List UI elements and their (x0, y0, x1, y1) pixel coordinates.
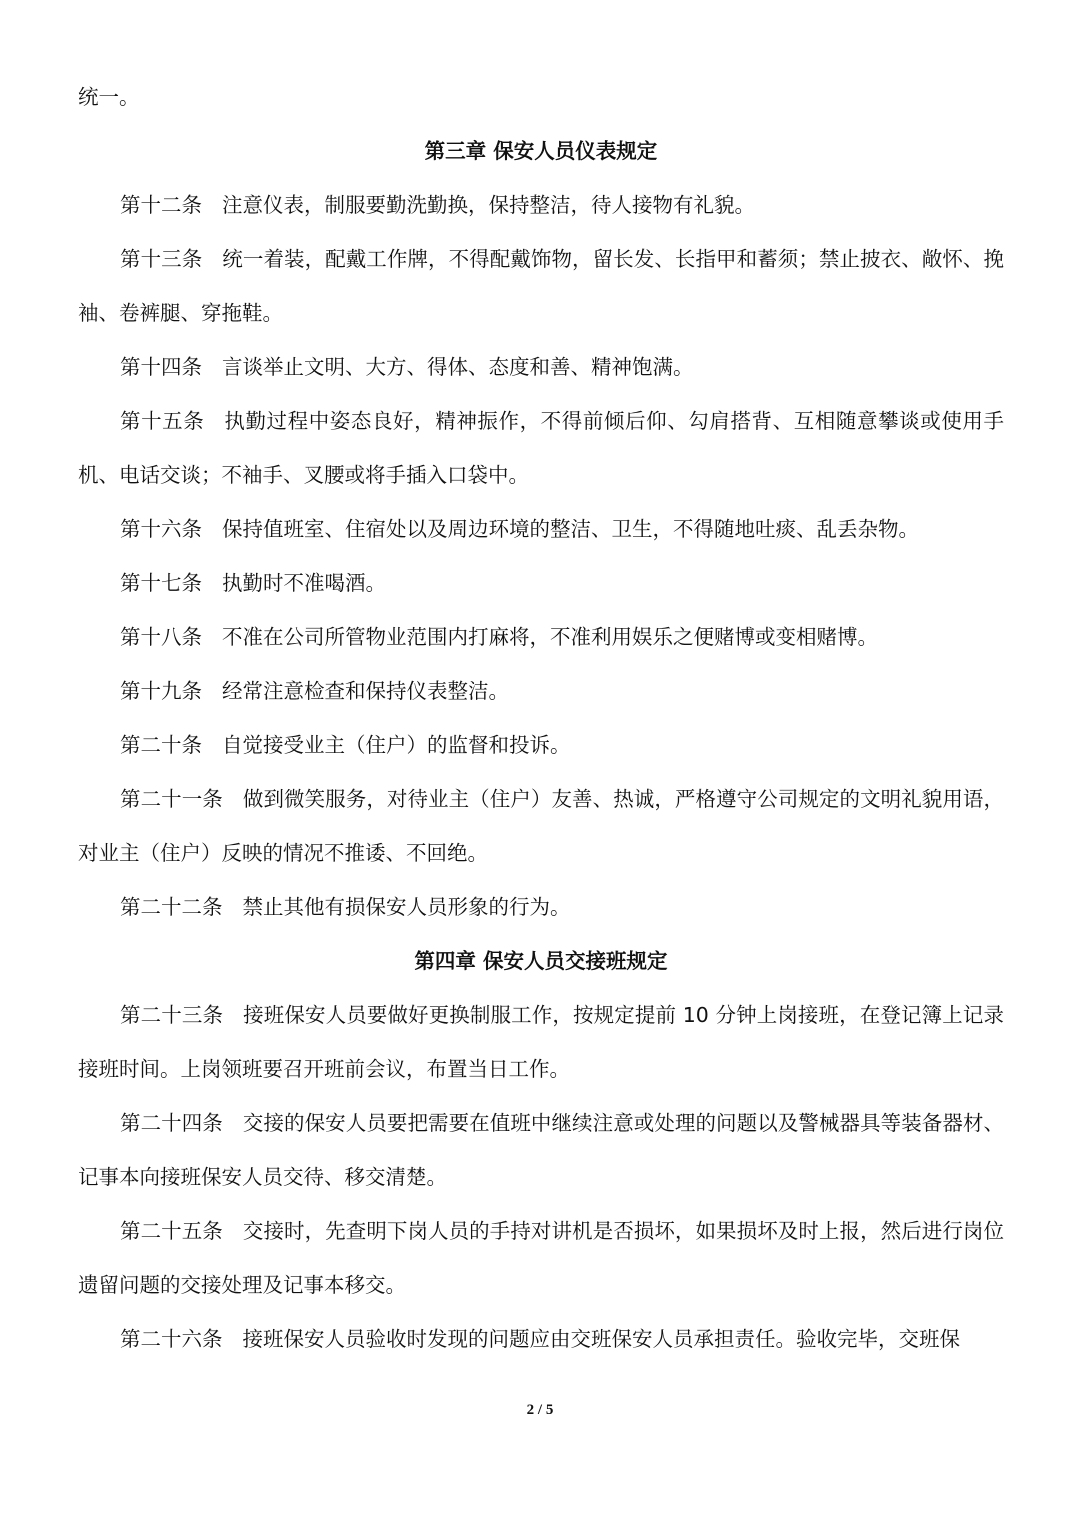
article-number: 第二十二条 (120, 895, 223, 919)
article-25 (78, 1204, 1004, 1312)
article-number: 第二十条 (120, 733, 202, 757)
article-18 (78, 610, 1004, 664)
article-text: 经常注意检查和保持仪表整洁。 (222, 679, 509, 703)
article-number: 第二十三条 (120, 1003, 224, 1027)
article-text: 交接时，先查明下岗人员的手持对讲机是否损坏，如果损坏及时上报，然后进行岗位遗留问题的交接处理及记事本移交。 (78, 1219, 1005, 1297)
article-24 (78, 1096, 1004, 1204)
article-text: 自觉接受业主（住户）的监督和投诉。 (222, 733, 571, 757)
article-text: 交接的保安人员要把需要在值班中继续注意或处理的问题以及警械器具等装备器材、记事本向接班保安人员交待、移交清楚。 (78, 1111, 1005, 1189)
article-number: 第十五条 (120, 409, 205, 433)
article-26 (78, 1312, 1004, 1366)
article-text: 接班保安人员要做好更换制服工作，按规定提前 10 分钟上岗接班，在登记簿上记录接班时间。上岗领班要召开班前会议，布置当日工作。 (78, 1003, 1005, 1081)
article-number: 第十九条 (120, 679, 202, 703)
article-20 (78, 718, 1004, 772)
article-number: 第二十四条 (120, 1111, 223, 1135)
article-number: 第十三条 (120, 247, 203, 271)
document-body (78, 70, 1004, 1366)
article-14 (78, 340, 1004, 394)
article-text: 注意仪表，制服要勤洗勤换，保持整洁，待人接物有礼貌。 (222, 193, 755, 217)
article-21 (78, 772, 1004, 880)
article-number: 第十七条 (120, 571, 202, 595)
article-12 (78, 178, 1004, 232)
article-text: 言谈举止文明、大方、得体、态度和善、精神饱满。 (222, 355, 694, 379)
article-text: 不准在公司所管物业范围内打麻将，不准利用娱乐之便赌博或变相赌博。 (222, 625, 878, 649)
article-number: 第二十六条 (120, 1327, 223, 1351)
article-text: 保持值班室、住宿处以及周边环境的整洁、卫生，不得随地吐痰、乱丢杂物。 (222, 517, 919, 541)
article-text: 执勤时不准喝酒。 (222, 571, 386, 595)
article-23 (78, 988, 1004, 1096)
article-17 (78, 556, 1004, 610)
article-text: 接班保安人员验收时发现的问题应由交班保安人员承担责任。验收完毕，交班保 (242, 1327, 960, 1351)
article-22 (78, 880, 1004, 934)
article-text: 执勤过程中姿态良好，精神振作，不得前倾后仰、勾肩搭背、互相随意攀谈或使用手机、电话交谈；不袖手、叉腰或将手插入口袋中。 (78, 409, 1005, 487)
article-number: 第十六条 (120, 517, 202, 541)
chapter-heading-3: 第三章 保安人员仪表规定 (424, 139, 658, 163)
article-15 (78, 394, 1004, 502)
page-number: 2 / 5 (526, 1402, 554, 1418)
article-number: 第十四条 (120, 355, 202, 379)
article-19 (78, 664, 1004, 718)
article-text: 做到微笑服务，对待业主（住户）友善、热诚，严格遵守公司规定的文明礼貌用语，对业主（住户）反映的情况不推诿、不回绝。 (78, 787, 1005, 865)
article-text: 统一着装，配戴工作牌，不得配戴饰物，留长发、长指甲和蓄须；禁止披衣、敞怀、挽袖、卷裤腿、穿拖鞋。 (78, 247, 1005, 325)
article-13 (78, 232, 1004, 340)
article-number: 第二十一条 (120, 787, 223, 811)
article-number: 第十二条 (120, 193, 202, 217)
article-number: 第十八条 (120, 625, 202, 649)
article-16 (78, 502, 1004, 556)
paragraph-continuation: 统一。 (78, 85, 140, 109)
chapter-heading-4: 第四章 保安人员交接班规定 (414, 949, 668, 973)
article-number: 第二十五条 (120, 1219, 223, 1243)
article-text: 禁止其他有损保安人员形象的行为。 (242, 895, 571, 919)
